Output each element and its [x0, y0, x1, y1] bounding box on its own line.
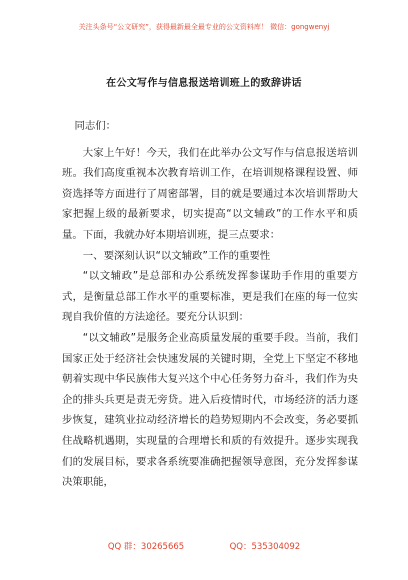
- paragraph-development: “以文辅政”是服务企业高质量发展的重要手段。当前，我们国家正处于经济社会快速发展的关键时期，全党上下坚定不移地朝着实现中华民族伟大复兴这个中心任务努力奋斗，我们作为央企的排头兵更是责无旁贷。进入后疫情时代，市场经济的活力逐步恢复，建筑业拉动经济增长的趋势短期内不会改变，务必要抓住战略机遇期，实现量的合理增长和质的有效提升。逐步实现我们的发展目标，要求各系统要准确把握领导意图，充分发挥参谋决策职能，: [62, 331, 358, 489]
- section-heading-1: 一、要深刻认识“以文辅政”工作的重要性: [82, 249, 271, 262]
- document-body: [62, 116, 358, 493]
- qq-group-number: QQ 群：30265665: [107, 542, 185, 552]
- qq-number: QQ：535304092: [229, 542, 301, 552]
- document-title: 在公文写作与信息报送培训班上的致辞讲话: [106, 78, 302, 89]
- paragraph-role: “以文辅政”是总部和办公系统发挥参谋助手作用的重要方式，是衡量总部工作水平的重要标准，更是我们在座的每一位实现自我价值的方法途径。要充分认识到：: [62, 270, 358, 324]
- header-notice: 关注头条号“公文研究”，获得最新最全最专业的公文资料库！ 微信：gongwenyj: [78, 23, 330, 31]
- paragraph-intro: 大家上午好！今天，我们在此举办公文写作与信息报送培训班。我们高度重视本次教育培训工作，在培训规格课程设置、师资选择等方面进行了周密部署，目的就是要通过本次培训帮助大家把握上级的最新要求，切实提高“以文辅政”的工作水平和质量。下面，我就办好本期培训班，提三点要求：: [62, 146, 358, 241]
- footer-contact: [0, 540, 408, 552]
- salutation: 同志们：: [74, 120, 117, 132]
